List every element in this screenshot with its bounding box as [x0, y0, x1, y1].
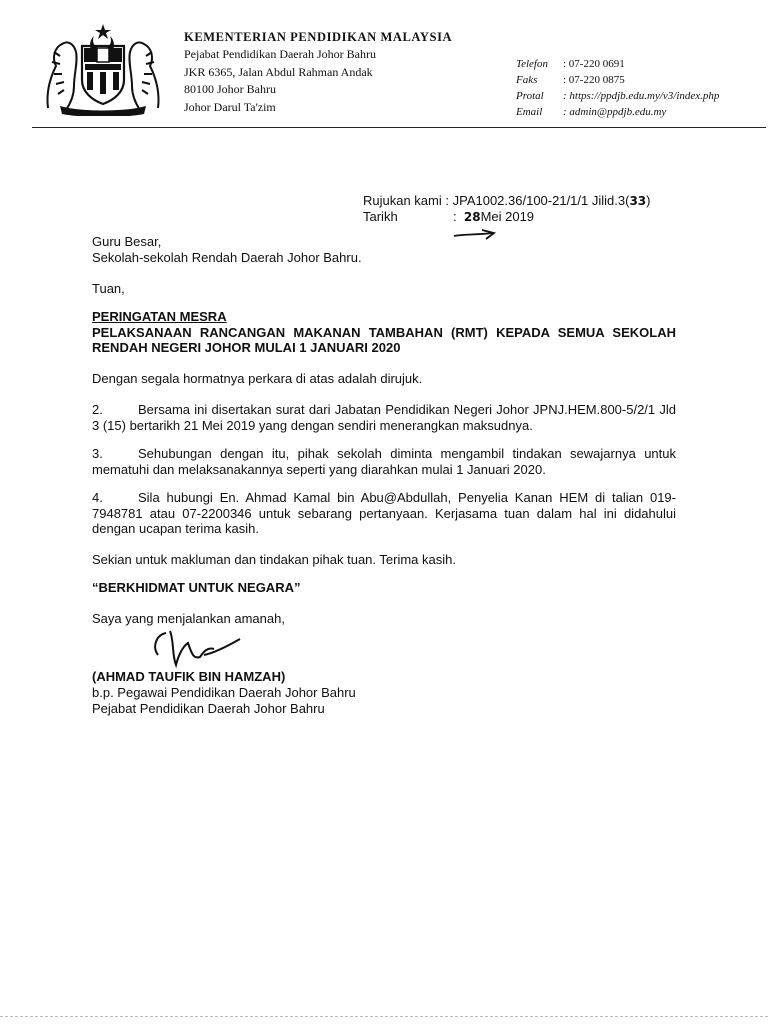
email-link[interactable]: : admin@ppdjb.edu.my	[563, 106, 667, 118]
paragraph-text: Sehubungan dengan itu, pihak sekolah diminta mengambil tindakan sewajarnya untuk mematuhi dan melaksanakannya seperti yang diarahkan mulai 1 Januari 2020.	[92, 446, 676, 477]
contact-row-faks	[516, 72, 719, 88]
contact-label: Telefon	[516, 58, 548, 70]
contact-value: : 07-220 0691	[563, 58, 625, 70]
salutation: Tuan,	[92, 281, 125, 296]
reference-value: : JPA1002.36/100-21/1/1 Jilid.3(	[445, 193, 630, 208]
date-rest: Mei 2019	[480, 209, 535, 224]
ministry-name: KEMENTERIAN PENDIDIKAN MALAYSIA	[184, 30, 453, 44]
contact-label: Faks	[516, 74, 538, 86]
closing-line: Sekian untuk makluman dan tindakan pihak tuan. Terima kasih.	[92, 552, 456, 567]
letterhead-divider	[32, 127, 766, 128]
recipient-line: Guru Besar,	[92, 234, 162, 249]
recipient-line: Sekolah-sekolah Rendah Daerah Johor Bahru.	[92, 249, 362, 265]
contact-label: Email	[516, 106, 543, 118]
date-row	[363, 209, 650, 225]
contact-label: Protal	[516, 90, 544, 102]
trust-line: Saya yang menjalankan amanah,	[92, 611, 285, 626]
portal-link[interactable]: : https://ppdjb.edu.my/v3/index.php	[563, 90, 720, 102]
recipient-block	[92, 234, 676, 265]
address-line: Pejabat Pendidikan Daerah Johor Bahru	[184, 47, 376, 61]
paragraph-4	[92, 490, 676, 537]
subject-heading: PERINGATAN MESRA	[92, 309, 227, 324]
contact-block	[516, 56, 719, 120]
reference-row	[363, 193, 650, 209]
date-colon: :	[453, 209, 457, 224]
address-line: JKR 6365, Jalan Abdul Rahman Andak	[184, 64, 373, 79]
coat-of-arms-logo	[40, 22, 166, 116]
reference-close: )	[646, 193, 651, 208]
contact-row-portal	[516, 88, 719, 104]
contact-row-telefon	[516, 56, 719, 72]
contact-row-email	[516, 104, 719, 120]
date-label: Tarikh	[363, 209, 398, 224]
paragraph-number: 2.	[92, 402, 103, 417]
address-line: 80100 Johor Bahru	[184, 82, 276, 96]
signatory-office: Pejabat Pendidikan Daerah Johor Bahru	[92, 701, 325, 716]
paragraph-3	[92, 446, 676, 477]
subject-block	[92, 309, 676, 356]
signatory-title: b.p. Pegawai Pendidikan Daerah Johor Bahru	[92, 685, 356, 700]
motto: “BERKHIDMAT UNTUK NEGARA”	[92, 580, 301, 595]
signatory-name: (AHMAD TAUFIK BIN HAMZAH)	[92, 669, 286, 684]
address-line: Johor Darul Ta'zim	[184, 99, 276, 114]
paragraph-text: Sila hubungi En. Ahmad Kamal bin Abu@Abdullah, Penyelia Kanan HEM di talian 019-7948781 atau 07-2200346 untuk sebarang pertanyaan. Kerjasama tuan dalam hal ini didahului dengan ucapan terima kasih.	[92, 490, 676, 536]
reference-label: Rujukan kami	[363, 193, 442, 208]
handwritten-signature	[148, 627, 244, 671]
paragraph-2	[92, 402, 676, 433]
paragraph-text: Bersama ini disertakan surat dari Jabatan Pendidikan Negeri Johor JPNJ.HEM.800-5/2/1 Jld 3 (15) bertarikh 21 Mei 2019 yang dengan sendiri menerangkan maksudnya.	[92, 402, 676, 433]
subject-title: PELAKSANAAN RANCANGAN MAKANAN TAMBAHAN (RMT) KEPADA SEMUA SEKOLAH RENDAH NEGERI JOHOR MULAI 1 JANUARI 2020	[92, 324, 676, 355]
contact-value: : 07-220 0875	[563, 74, 625, 86]
paragraph-number: 3.	[92, 446, 103, 461]
paragraph-1	[92, 371, 676, 387]
reference-handwritten-number: 33	[629, 194, 647, 208]
page-bottom-edge	[0, 1016, 768, 1017]
paragraph-text: Dengan segala hormatnya perkara di atas adalah dirujuk.	[92, 371, 423, 386]
reference-block	[363, 193, 650, 225]
paragraph-number: 4.	[92, 490, 103, 505]
date-handwritten-day: 28	[463, 210, 481, 224]
office-address	[184, 46, 376, 116]
